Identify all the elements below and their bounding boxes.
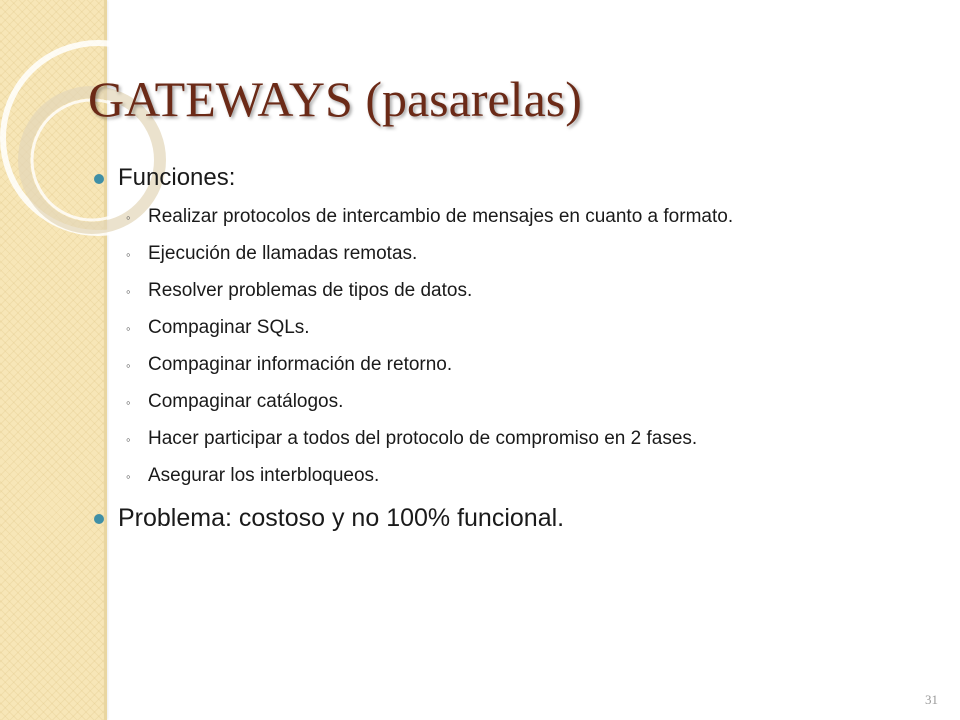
sub-bullet-item [126, 389, 932, 416]
sub-bullet-item [126, 241, 932, 268]
page-number: 31 [925, 692, 938, 707]
sub-bullet-list [92, 204, 932, 490]
sub-bullet-text: Compaginar información de retorno. [148, 354, 453, 375]
slide-title: GATEWAYS (pasarelas) [88, 71, 582, 127]
sub-bullet-item [126, 315, 932, 342]
sub-bullet-item [126, 278, 932, 305]
hollow-circle-bullet-icon: ◦ [126, 284, 131, 299]
sub-bullet-item [126, 352, 932, 379]
hollow-circle-bullet-icon: ◦ [126, 395, 131, 410]
hollow-circle-bullet-icon: ◦ [126, 321, 131, 336]
hollow-circle-bullet-icon: ◦ [126, 247, 131, 262]
sub-bullet-text: Hacer participar a todos del protocolo de compromiso en 2 fases. [148, 428, 698, 449]
bullet-problema [92, 500, 932, 536]
sub-bullet-text: Resolver problemas de tipos de datos. [148, 280, 473, 301]
sub-bullet-item [126, 463, 932, 490]
filled-circle-bullet-icon [94, 174, 104, 184]
hollow-circle-bullet-icon: ◦ [126, 210, 131, 225]
slide-content [92, 160, 932, 536]
bullet-text: Problema: costoso y no 100% funcional. [118, 504, 565, 532]
sub-bullet-text: Compaginar catálogos. [148, 391, 344, 412]
sub-bullet-text: Ejecución de llamadas remotas. [148, 243, 418, 264]
hollow-circle-bullet-icon: ◦ [126, 432, 131, 447]
sub-bullet-text: Compaginar SQLs. [148, 317, 310, 338]
bullet-text: Funciones: [118, 164, 236, 191]
sub-bullet-item [126, 204, 932, 231]
hollow-circle-bullet-icon: ◦ [126, 358, 131, 373]
bullet-funciones [92, 160, 932, 196]
sub-bullet-text: Asegurar los interbloqueos. [148, 465, 380, 486]
sub-bullet-item [126, 426, 932, 453]
hollow-circle-bullet-icon: ◦ [126, 469, 131, 484]
filled-circle-bullet-icon [94, 514, 104, 524]
sub-bullet-text: Realizar protocolos de intercambio de mensajes en cuanto a formato. [148, 206, 734, 227]
